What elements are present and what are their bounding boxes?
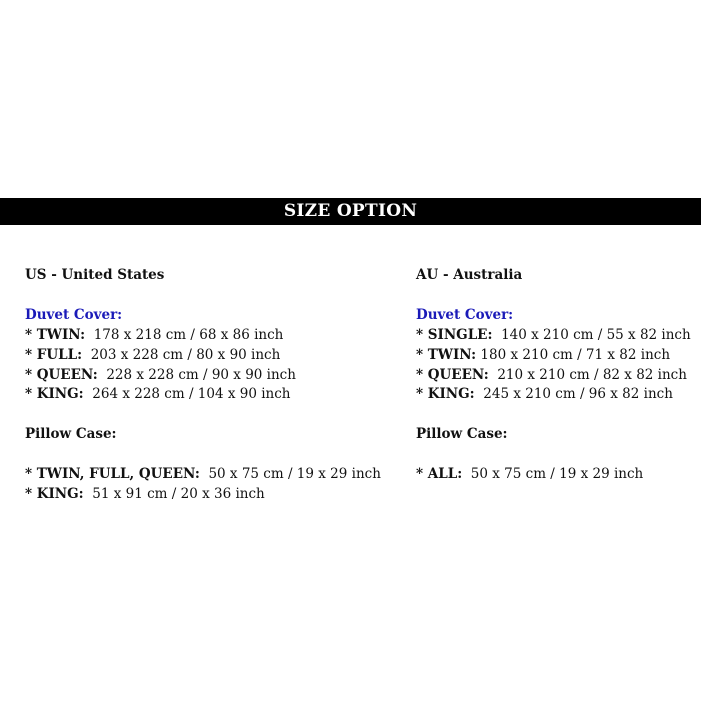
size-label: * FULL: <box>25 346 83 363</box>
size-value: 140 x 210 cm / 55 x 82 inch <box>501 326 691 343</box>
size-value: 264 x 228 cm / 104 x 90 inch <box>92 386 291 403</box>
us-duvet-row <box>25 326 381 346</box>
spacer <box>25 445 381 465</box>
au-pillow-heading: Pillow Case: <box>416 426 508 443</box>
us-pillow-row <box>25 465 381 485</box>
spacer <box>416 445 691 465</box>
au-duvet-heading: Duvet Cover: <box>416 306 514 323</box>
size-label: * KING: <box>416 386 475 403</box>
size-value: 51 x 91 cm / 20 x 36 inch <box>92 485 265 502</box>
size-label: * KING: <box>25 485 84 502</box>
size-label: * QUEEN: <box>416 366 489 383</box>
size-value: 50 x 75 cm / 19 x 29 inch <box>470 466 644 483</box>
us-pillow-row <box>25 485 381 505</box>
au-duvet-row <box>416 385 691 405</box>
au-region-heading: AU - Australia <box>416 267 523 283</box>
au-pillow-row <box>416 465 691 485</box>
size-value: 203 x 228 cm / 80 x 90 inch <box>90 346 281 363</box>
size-value: 228 x 228 cm / 90 x 90 inch <box>106 366 296 383</box>
us-size-column <box>25 266 381 505</box>
size-label: * TWIN, FULL, QUEEN: <box>25 466 200 483</box>
au-size-column <box>416 266 691 485</box>
size-value: 180 x 210 cm / 71 x 82 inch <box>480 346 671 363</box>
size-option-banner: SIZE OPTION <box>0 198 701 225</box>
us-duvet-heading: Duvet Cover: <box>25 306 123 323</box>
us-pillow-heading: Pillow Case: <box>25 426 117 443</box>
au-duvet-row <box>416 346 691 366</box>
size-value: 178 x 218 cm / 68 x 86 inch <box>93 326 284 343</box>
size-label: * ALL: <box>416 466 463 483</box>
size-value: 210 x 210 cm / 82 x 82 inch <box>497 366 687 383</box>
size-label: * TWIN: <box>25 326 86 343</box>
size-value: 50 x 75 cm / 19 x 29 inch <box>208 466 381 483</box>
us-region-heading: US - United States <box>25 267 165 283</box>
us-duvet-row <box>25 346 381 366</box>
us-duvet-row <box>25 366 381 386</box>
size-label: * KING: <box>25 386 84 403</box>
au-duvet-row <box>416 326 691 346</box>
au-duvet-row <box>416 366 691 386</box>
size-label: * SINGLE: <box>416 326 493 343</box>
us-duvet-row <box>25 385 381 405</box>
size-value: 245 x 210 cm / 96 x 82 inch <box>483 386 673 403</box>
size-label: * TWIN: <box>416 346 477 363</box>
size-label: * QUEEN: <box>25 366 98 383</box>
